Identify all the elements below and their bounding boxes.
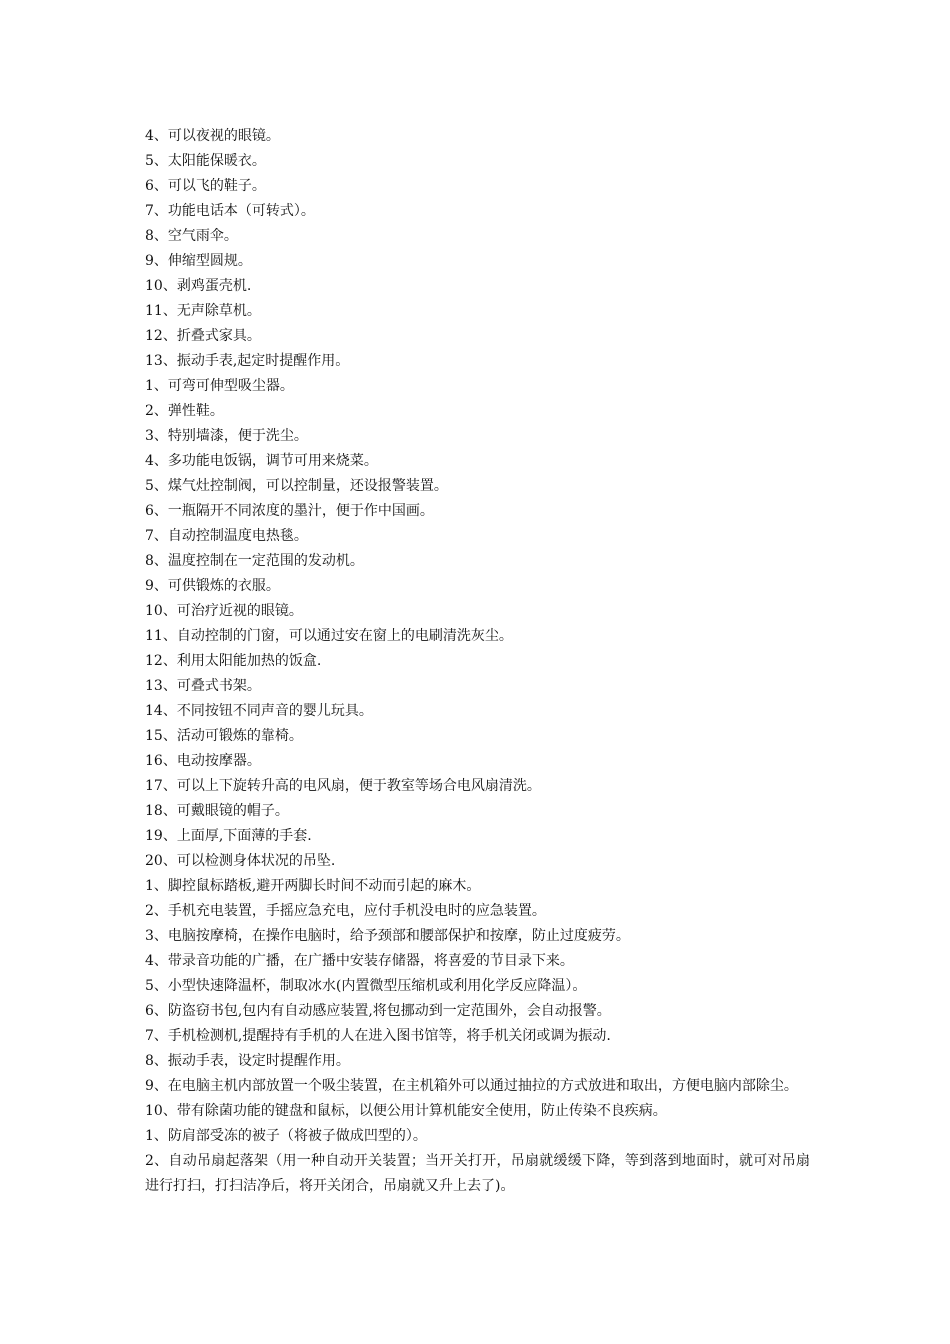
list-item: 1、防肩部受冻的被子（将被子做成凹型的）。 [145, 1128, 427, 1144]
list-item: 6、防盗窃书包,包内有自动感应装置,将包挪动到一定范围外，会自动报警。 [145, 1003, 611, 1019]
list-item: 9、可供锻炼的衣服。 [145, 578, 280, 594]
list-item: 7、功能电话本（可转式）。 [145, 203, 315, 219]
list-item: 11、自动控制的门窗，可以通过安在窗上的电刷清洗灰尘。 [145, 628, 513, 644]
list-item: 17、可以上下旋转升高的电风扇，便于教室等场合电风扇清洗。 [145, 778, 541, 794]
list-item: 19、上面厚,下面薄的手套. [145, 828, 312, 844]
list-item: 14、不同按钮不同声音的婴儿玩具。 [145, 703, 373, 719]
list-item: 12、利用太阳能加热的饭盒. [145, 653, 322, 669]
list-item: 4、多功能电饭锅，调节可用来烧菜。 [145, 453, 378, 469]
list-item: 5、小型快速降温杯，制取冰水(内置微型压缩机或利用化学反应降温）。 [145, 978, 587, 994]
list-item-wrapped: 9、在电脑主机内部放置一个吸尘装置，在主机箱外可以通过抽拉的方式放进和取出，方便电脑内部除尘。 [145, 1078, 798, 1094]
list-item: 1、脚控鼠标踏板,避开两脚长时间不动而引起的麻木。 [145, 878, 481, 894]
list-item: 10、带有除菌功能的键盘和鼠标，以便公用计算机能安全使用，防止传染不良疾病。 [145, 1103, 667, 1119]
list-item: 1、可弯可伸型吸尘器。 [145, 378, 294, 394]
list-item: 18、可戴眼镜的帽子。 [145, 803, 289, 819]
list-item: 8、振动手表，设定时提醒作用。 [145, 1053, 350, 1069]
list-item: 12、折叠式家具。 [145, 328, 261, 344]
list-item: 2、弹性鞋。 [145, 403, 224, 419]
invention-list [145, 124, 810, 1199]
list-item: 7、自动控制温度电热毯。 [145, 528, 308, 544]
list-item: 16、电动按摩器。 [145, 753, 261, 769]
list-item: 4、可以夜视的眼镜。 [145, 128, 280, 144]
list-item: 8、温度控制在一定范围的发动机。 [145, 553, 364, 569]
list-item: 3、电脑按摩椅，在操作电脑时，给予颈部和腰部保护和按摩，防止过度疲劳。 [145, 928, 630, 944]
list-item: 20、可以检测身体状况的吊坠. [145, 853, 336, 869]
list-item: 5、太阳能保暖衣。 [145, 153, 266, 169]
list-item: 8、空气雨伞。 [145, 228, 238, 244]
list-item: 7、手机检测机,提醒持有手机的人在进入图书馆等，将手机关闭或调为振动. [145, 1028, 611, 1044]
list-item: 6、可以飞的鞋子。 [145, 178, 266, 194]
list-item: 10、剥鸡蛋壳机. [145, 278, 252, 294]
list-item: 10、可治疗近视的眼镜。 [145, 603, 303, 619]
list-item: 5、煤气灶控制阀，可以控制量，还设报警装置。 [145, 478, 448, 494]
list-item: 11、无声除草机。 [145, 303, 261, 319]
list-item: 2、手机充电装置，手摇应急充电，应付手机没电时的应急装置。 [145, 903, 546, 919]
list-item: 3、特别墙漆，便于洗尘。 [145, 428, 308, 444]
list-item: 9、伸缩型圆规。 [145, 253, 252, 269]
list-item: 13、振动手表,起定时提醒作用。 [145, 353, 350, 369]
list-item-wrapped: 2、自动吊扇起落架（用一种自动开关装置；当开关打开，吊扇就缓缓下降，等到落到地面时，就可对吊扇进行打扫，打扫洁净后，将开关闭合，吊扇就又升上去了)。 [145, 1153, 810, 1194]
list-item: 15、活动可锻炼的靠椅。 [145, 728, 303, 744]
list-item: 6、一瓶隔开不同浓度的墨汁，便于作中国画。 [145, 503, 434, 519]
list-item: 4、带录音功能的广播，在广播中安装存储器，将喜爱的节目录下来。 [145, 953, 574, 969]
list-item: 13、可叠式书架。 [145, 678, 261, 694]
